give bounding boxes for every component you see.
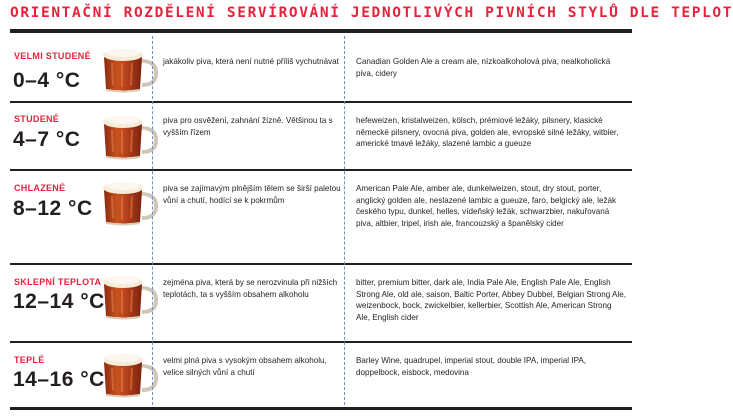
column-divider [344,36,345,405]
row-styles: Canadian Golden Ale a cream ale, nízkoalkoholová piva, nealkoholická piva, cidery [356,57,611,78]
row-description: piva pro osvěžení, zahnání žízně. Většinou ta s vyšším řízem [163,116,333,137]
row-description: jakákoliv piva, která není nutné příliš vychutnávat [163,57,339,66]
beer-mug-icon [100,272,158,320]
beer-mug-icon [100,45,158,93]
table-row [10,343,632,407]
beer-mug-icon [100,112,158,160]
row-label: STUDENÉ [14,114,60,124]
row-styles: bitter, premium bitter, dark ale, India Pale Ale, English Pale Ale, English Strong Ale, old ale, saison, Baltic Porter, Abbey Dubbel, Belgian Strong Ale, weizenbock, bock, zwickelbier, kellerbier, Scottish Ale, American Strong Ale, English cider [356,278,626,322]
row-label: VELMI STUDENÉ [14,51,91,61]
beer-mug-icon [100,350,158,398]
table-row [10,33,632,101]
row-temperature: 4–7 °C [13,128,81,151]
bottom-rule [10,407,632,410]
row-label: TEPLÉ [14,355,45,365]
column-divider [152,36,153,405]
table-row [10,265,632,341]
row-temperature: 14–16 °C [13,368,105,391]
row-styles: American Pale Ale, amber ale, dunkelweizen, stout, dry stout, porter, anglický golden ale, neslazené lambic a gueuze, faro, belgický ale, ležák českého typu, dunkel, helles, vídeňský ležák, schwarzbier, nakuřovaná piva, altbier, tripel, irish ale, francouzský a španělský cider [356,184,617,228]
page-title: ORIENTAČNÍ ROZDĚLENÍ SERVÍROVÁNÍ JEDNOTLIVÝCH PIVNÍCH STYLŮ DLE TEPLOT [10,5,733,21]
row-description: piva se zajímavým plnějším tělem se širší paletou vůní a chutí, hodící se k pokrmům [163,184,341,205]
table-row [10,171,632,263]
row-styles: hefeweizen, kristalweizen, kölsch, prémiové ležáky, pilsnery, klasické německé pilsnery, ovocná piva, golden ale, evropské silné ležáky, witbier, americké tmavé ležáky, slazené lambic a gueuze [356,116,619,149]
beer-mug-icon [100,178,158,226]
row-temperature: 0–4 °C [13,69,81,92]
table-row [10,103,632,169]
row-description: velmi plná piva s vysokým obsahem alkoholu, velice silných vůní a chutí [163,356,327,377]
row-label: SKLEPNÍ TEPLOTA [14,277,102,287]
row-styles: Barley Wine, quadrupel, imperial stout, double IPA, imperial IPA, doppelbock, eisbock, medovina [356,356,587,377]
row-description: zejména piva, která by se nerozvinula při nižších teplotách, ta s vyšším obsahem alkoholu [163,278,338,299]
row-label: CHLAZENÉ [14,183,66,193]
row-temperature: 12–14 °C [13,290,105,313]
row-temperature: 8–12 °C [13,197,93,220]
